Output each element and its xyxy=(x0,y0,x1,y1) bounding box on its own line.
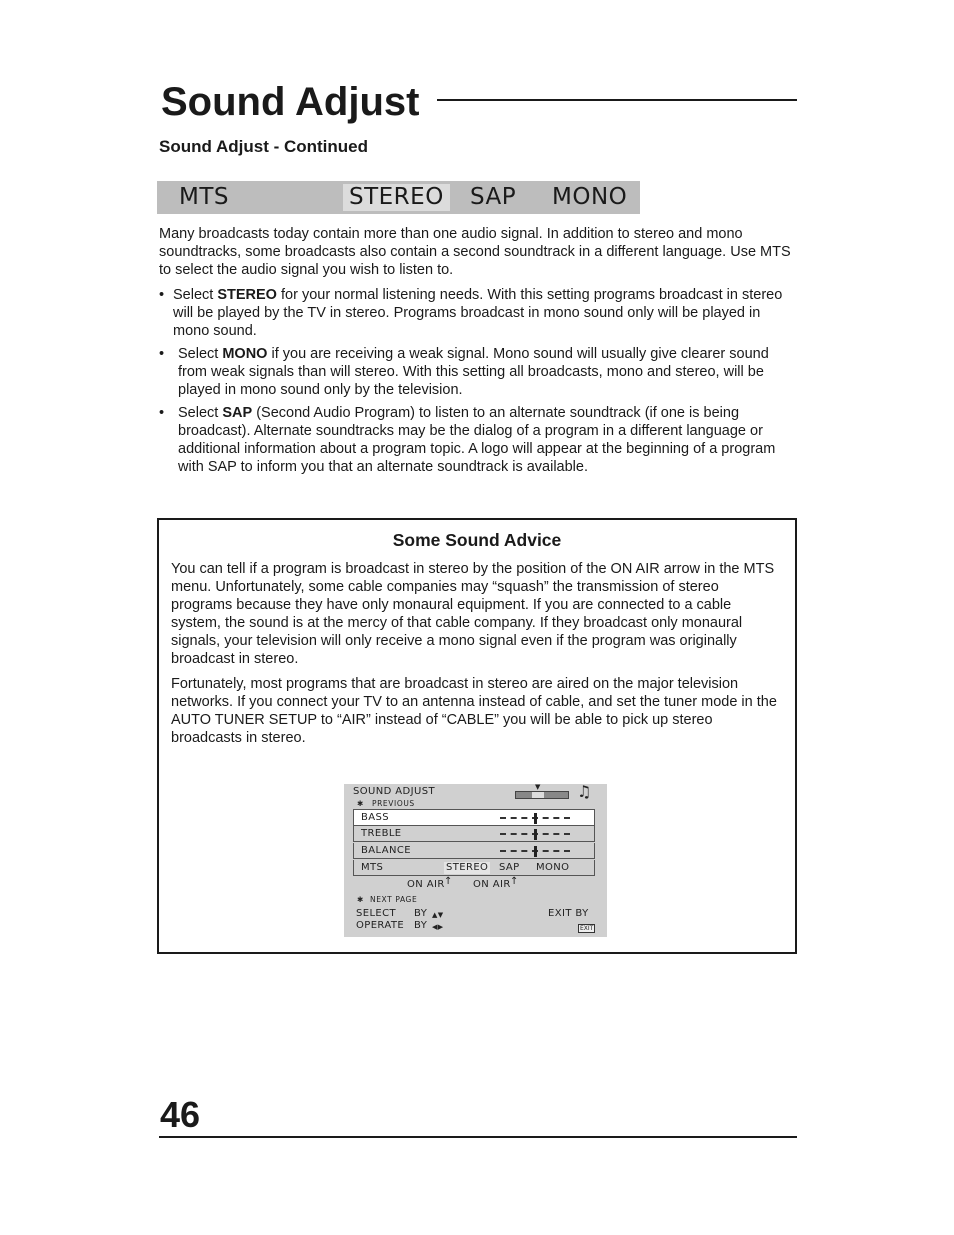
sound-adjust-osd xyxy=(344,784,607,937)
osd-bullet-icon: ✱ xyxy=(357,799,364,808)
osd-level-meter xyxy=(515,791,569,799)
page-title: Sound Adjust xyxy=(161,80,420,124)
osd-exit-label: EXIT BY xyxy=(548,908,589,919)
osd-previous: PREVIOUS xyxy=(372,799,415,808)
bullet-mono xyxy=(159,345,799,399)
bullet-marker: • xyxy=(159,405,165,421)
osd-bullet-icon: ✱ xyxy=(357,895,364,904)
osd-select-label: SELECT xyxy=(356,908,397,919)
bullet-text: Select SAP (Second Audio Program) to listen to an alternate soundtrack (if one is being broadcast). Alternate soundtracks may be the dialog of a program in a different language or additional information about a program topic. A logo will appear at the beginning of a program with SAP to inform you that an alternate soundtrack is available. xyxy=(178,405,776,475)
advice-heading: Some Sound Advice xyxy=(392,530,562,550)
mts-option-mono: MONO xyxy=(552,184,628,210)
on-air-label-stereo: ON AIR xyxy=(407,879,445,890)
bass-slider xyxy=(500,817,570,819)
balance-slider xyxy=(500,850,570,852)
osd-row-balance: BALANCE xyxy=(353,843,595,859)
footer-rule xyxy=(159,1136,797,1138)
mts-options-list xyxy=(159,286,799,476)
on-air-arrow-icon: ↑ xyxy=(510,876,519,887)
exit-key-icon: EXIT xyxy=(580,925,594,932)
left-right-keys-icon: ◀▶ xyxy=(432,923,444,931)
mts-option-stereo: STEREO xyxy=(343,184,450,211)
intro-paragraph: Many broadcasts today contain more than one audio signal. In addition to stereo and mono soundtracks, some broadcasts also contain a second soundtrack in a different language. Use MTS to select the audio signal you wish to listen to. xyxy=(159,226,791,278)
bullet-text: Select STEREO for your normal listening needs. With this setting programs broadcast in stereo will be played by the TV in stereo. Programs broadcast in mono sound only will be played in mono sound. xyxy=(173,287,783,339)
mts-option-sap: SAP xyxy=(470,184,517,210)
osd-row-bass: BASS xyxy=(353,809,595,826)
bullet-stereo xyxy=(159,286,799,340)
music-note-icon: ♫ xyxy=(577,782,592,801)
section-subtitle: Sound Adjust - Continued xyxy=(159,137,368,156)
title-rule xyxy=(437,99,797,101)
on-air-label-sap: ON AIR xyxy=(473,879,511,890)
osd-row-mts: MTS STEREO SAP MONO xyxy=(353,860,595,876)
meter-pointer-icon: ▼ xyxy=(535,783,541,791)
advice-paragraph-1: You can tell if a program is broadcast in stereo by the position of the ON AIR arrow in the MTS menu. Unfortunately, some cable companies may “squash” the transmission of stereo programs because they have only monaural equipment. If you are connected to a cable system, the sound is at the mercy of that cable company. If they broadcast only monaural signals, your television will only receive a mono signal even if the program was originally broadcast in stereo. xyxy=(171,561,775,667)
bullet-marker: • xyxy=(159,346,165,362)
osd-title: SOUND ADJUST xyxy=(353,786,435,797)
mts-label: MTS xyxy=(179,184,229,210)
on-air-arrow-icon: ↑ xyxy=(444,876,453,887)
sound-advice-box xyxy=(157,518,797,954)
osd-next-page: NEXT PAGE xyxy=(370,895,418,904)
bullet-marker: • xyxy=(159,287,165,303)
treble-slider xyxy=(500,833,570,835)
mts-menu-bar xyxy=(157,181,640,214)
bullet-sap xyxy=(159,404,799,476)
advice-paragraph-2: Fortunately, most programs that are broadcast in stereo are aired on the major television networks. If you connect your TV to an antenna instead of cable, and set the tuner mode in the AUTO TUNER SETUP to “AIR” instead of “CABLE” you will be able to pick up stereo broadcasts in stereo. xyxy=(171,676,777,746)
page-number: 46 xyxy=(160,1094,201,1135)
up-down-keys-icon: ▲▼ xyxy=(432,911,444,919)
osd-row-treble: TREBLE xyxy=(353,826,595,842)
osd-by-label: BY xyxy=(414,920,428,931)
osd-operate-label: OPERATE xyxy=(356,920,405,931)
osd-by-label: BY xyxy=(414,908,428,919)
bullet-text: Select MONO if you are receiving a weak signal. Mono sound will usually give clearer sound from weak signals than will stereo. With this setting all broadcasts, mono and stereo, will be played in mono sound only by the television. xyxy=(178,346,769,398)
